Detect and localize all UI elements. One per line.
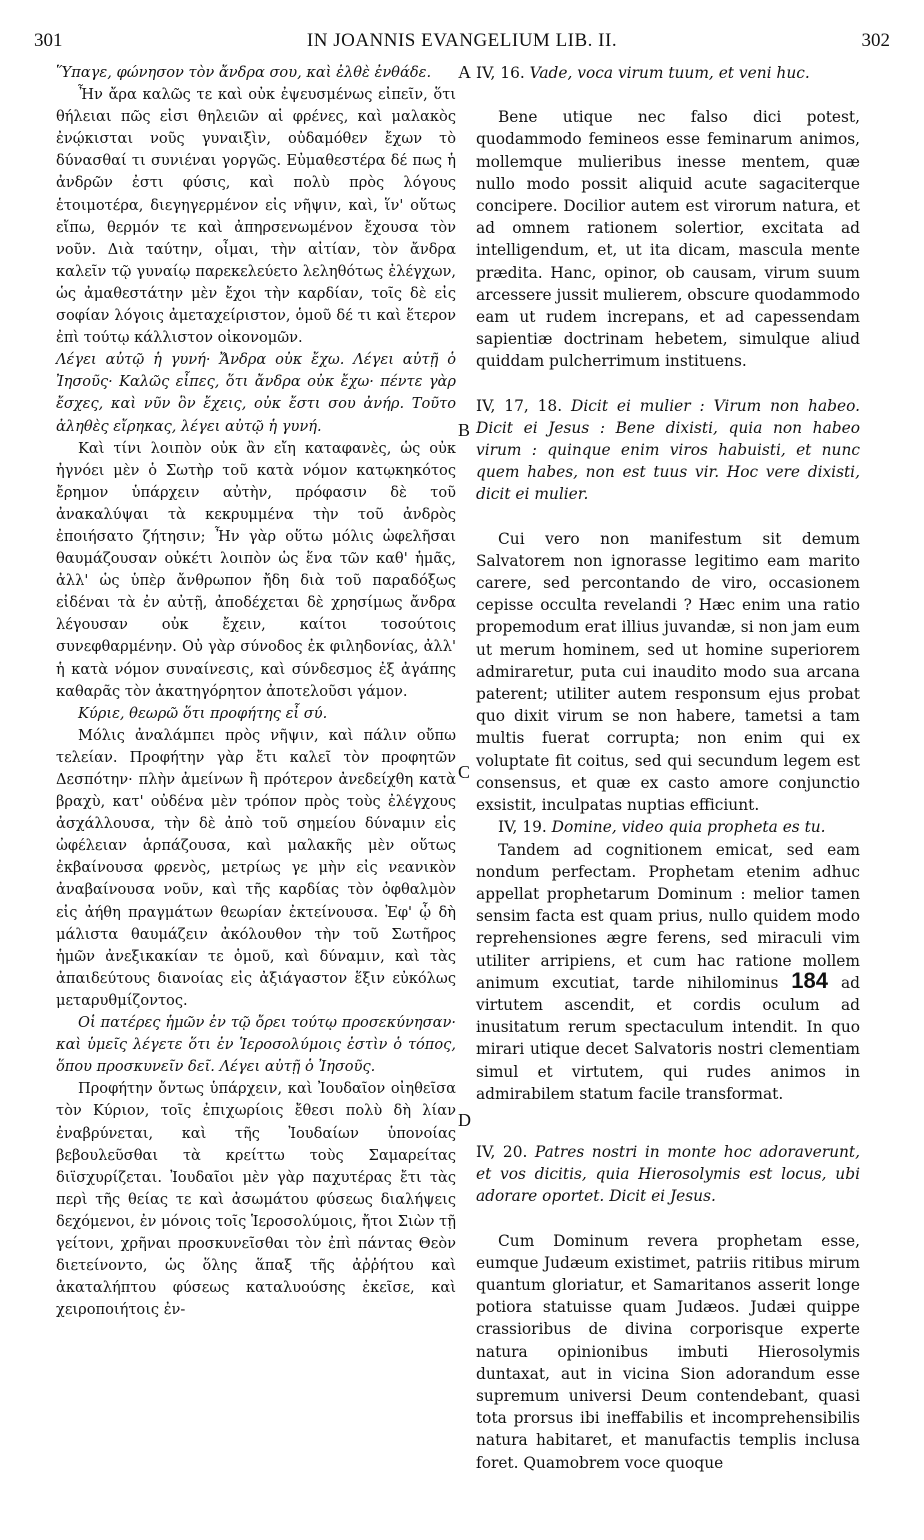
greek-lemma-iv-17-18: Λέγει αὐτῷ ἡ γυνή· Ἄνδρα οὐκ ἔχω. Λέγει αὐτῇ ὁ Ἰησοῦς· Καλῶς εἶπες, ὅτι ἄνδρα οὐκ ἔχω· πέντε γὰρ ἔσχες, καὶ νῦν ὃν ἔχεις, οὐκ ἔστι σου ἀνήρ. Τοῦτο ἀληθὲς εἴρηκας, λέγει αὐτῷ ἡ γυνή. bbox=[56, 351, 456, 435]
latin-commentary-3-part-a: Tandem ad cognitionem emicat, sed eam nondum perfectam. Prophetam etenim adhuc appellat prophetarum Dominum : melior tamen sensim facta est quam prius, nullo quidem modo reprehensiones ægre ferens, sed miraculi vim utiliter arripiens, et cum hac ratione mollem animum excutiat, tarde nihilominus bbox=[476, 840, 860, 992]
latin-verse-ref-19: IV, 19. bbox=[498, 818, 547, 837]
latin-lemma-iv-16 bbox=[476, 62, 860, 84]
greek-commentary-1: Ἦν ἄρα καλῶς τε καὶ οὐκ ἐψευσμένως εἰπεῖν, ὅτι θήλειαι πῶς εἰσι θηλειῶν αἱ φρένες, καὶ μαλακὸς ἐνῴκισται νοῦς γυναιξὶν, οὐδαμόθεν ἔχων τὸ δύνασθαί τι συνιέναι γοργῶς. Εὐμαθεστέρα δέ πως ἡ ἀνδρῶν ἐστι φύσις, καὶ πολὺ πρὸς λόγους ἑτοιμοτέρα, διεγηγερμένον εἰς νῆψιν, καὶ, ἵν' οὕτως εἴπω, θερμόν τε καὶ ἀπηρσενωμένον ἔχουσα τὸν νοῦν. Διὰ ταύτην, οἶμαι, τὴν αἰτίαν, τὸν ἄνδρα καλεῖν τῷ γυναίῳ παρεκελεύετο λεληθότως ἐλέγχων, ὡς ἀμαθεστάτην μὲν ἔχοι τὴν καρδίαν, τοῖς δὲ εἰς σοφίαν λόγοις ἀμεταχείριστον, ὁμοῦ δέ τι καὶ ἕτερον ἐπὶ τούτῳ κάλλιστον οἰκονομῶν. bbox=[56, 86, 456, 347]
greek-commentary-4: Προφήτην ὄντως ὑπάρχειν, καὶ Ἰουδαῖον οἰηθεῖσα τὸν Κύριον, τοῖς ἐπιχωρίοις ἔθεσι πολὺ δὴ λίαν ἐναβρύνεται, καὶ τῆς Ἰουδαίων ὑπονοίας βεβουλεῦσθαι τὰ κρείττω τοὺς Σαμαρείτας διϊσχυρίζεται. Ἰουδαῖοι μὲν γὰρ παχυτέρας ἔτι τὰς περὶ τῆς θείας τε καὶ ἀσωμάτου φύσεως διαλήψεις δεχόμενοι, ἐν μόνοις τοῖς Ἱεροσολύμοις, ἤτοι Σιὼν τῇ γείτονι, χρῆναι προσκυνεῖσθαι τὸν ἐπὶ πάντας Θεὸν διετείνοντο, ὡς ὅλης ἅπαξ τῆς ἀῤῥήτου καὶ ἀκαταλήπτου φύσεως καταλυούσης ἐκεῖσε, καὶ χειροποιήτοις ἐν- bbox=[56, 1080, 456, 1319]
margin-letter-d: D bbox=[458, 1110, 471, 1130]
spacer bbox=[476, 373, 860, 395]
margin-letter-c: C bbox=[458, 762, 471, 782]
latin-commentary-2: Cui vero non manifestum sit demum Salvatorem non ignorasse legitimo eam marito carere, sed percontando de viro, occasionem cepisse occulta revelandi ? Hæc enim una ratio propemodum erat illius juvandæ, si non jam eum ut merum hominem, sed ut homine superiorem admiraretur, puta cui inaudito modo sua arcana paterent; utiliter autem responsum ejus probat quo dixit virum se non habere, tametsi a tam multis fuerat corrupta; non enim qui ex voluptate fit coitus, sed qui secundum legem est consensus, et quæ ex casto amore conjunctio exsistit, inculpatas nuptias efficiunt. bbox=[476, 529, 860, 815]
latin-lemma-iv-20 bbox=[476, 1141, 860, 1208]
left-page-number: 301 bbox=[34, 30, 63, 51]
spacer bbox=[476, 506, 860, 528]
running-title: IN JOANNIS EVANGELIUM LIB. II. bbox=[306, 30, 618, 51]
latin-verse-ref-17: IV, 17, 18. bbox=[476, 396, 563, 415]
latin-verse-text-16: Vade, voca virum tuum, et veni huc. bbox=[529, 64, 810, 82]
spacer bbox=[476, 1105, 860, 1141]
greek-commentary-2: Καὶ τίνι λοιπὸν οὐκ ἂν εἴη καταφανὲς, ὡς οὐκ ἠγνόει μὲν ὁ Σωτὴρ τοῦ κατὰ νόμον κατῳκηκότος ἔρημον ὑπάρχειν αὐτὴν, πρόφασιν δὲ τοῦ ἀνακαλύψαι τὰ κεκρυμμένα τὴν τοῦ ἀνδρὸς ἐποιήσατο ζήτησιν; Ἦν γὰρ οὕτω μόλις ὠφελῆσαι θαυμάζουσαν οὐκέτι λοιπὸν ὡς ἕνα τῶν καθ' ἡμᾶς, ἀλλ' ὡς ὑπὲρ ἄνθρωπον ἤδη διὰ τοῦ παραδόξως εἰδέναι τὰ ἐν αὐτῇ, ἀποδέχεται δὲ χρησίμως ἄνδρα λέγουσαν οὐκ ἔχειν, καίτοι τοσούτοις συνεφθαρμένην. Οὐ γὰρ σύνοδος ἐκ φιληδονίας, ἀλλ' ἡ κατὰ νόμον συναίνεσις, καὶ σύνδεσμος ἐξ ἀγάπης καθαρᾶς τὸν ἀκατηγόρητον ἀποτελοῦσι γάμον. bbox=[56, 439, 456, 700]
greek-lemma-iv-16: Ὕπαγε, φώνησον τὸν ἄνδρα σου, καὶ ἐλθὲ ἐνθάδε. bbox=[56, 64, 432, 81]
latin-commentary-4: Cum Dominum revera prophetam esse, eumque Judæum existimet, patriis ritibus mirum quantum gloriatur, et Samaritanos asserit longe potiora statuisse quam Judæos. Judæi quippe crassioribus de divina corporisque experte natura opinionibus imbuti Hierosolymis duntaxat, aut in vicina Sion adorandum esse supremum universi Deum contendebant, quasi tota prorsus ibi ineffabilis et incomprehensibilis natura habitaret, et manufactis templis inclusa foret. Quamobrem voce quoque bbox=[476, 1231, 860, 1472]
spacer bbox=[476, 84, 860, 106]
margin-letter-b: B bbox=[458, 420, 471, 440]
spacer bbox=[476, 1208, 860, 1230]
greek-column bbox=[56, 62, 456, 1321]
latin-commentary-3-part-b: ad virtutem ascendit, et cordis oculum ad inusitatum rerum spectaculum intendit. In quo mirari utique decet Salvatoris nostri clementiam simul et virtutem, qui rudes animos in admirabilem statum facile transformat. bbox=[476, 973, 860, 1103]
latin-column bbox=[476, 62, 860, 1474]
latin-verse-ref-20: IV, 20. bbox=[476, 1142, 528, 1161]
latin-verse-text-17: Dicit ei mulier : Virum non habeo. Dicit ei Jesus : Bene dixisti, quia non habeo virum : quinque enim viros habuisti, et nunc quem habes, non est tuus vir. Hoc vere dixisti, dicit ei mulier. bbox=[476, 396, 860, 504]
latin-commentary-1: Bene utique nec falso dici potest, quodammodo femineos esse feminarum animos, mollemque mulieribus inesse mentem, quæ nullo modo possit aliquid acute sagaciterque concipere. Docilior autem est virorum natura, et ad omnem rationem solertior, excitata ad intelligendum, et, ut ita dicam, mascula mente prædita. Hanc, opinor, ob causam, virum suum arcessere jussit mulierem, obscure quodammodo eam ut rudem increpans, et ad capessendam sapientiæ doctrinam hebetem, simulque aliud quiddam pulcherrimum instituens. bbox=[476, 108, 860, 371]
page-header bbox=[34, 30, 890, 54]
latin-lemma-iv-17-18 bbox=[476, 395, 860, 506]
column-number: 184 bbox=[791, 967, 829, 993]
latin-verse-text-19: Domine, video quia propheta es tu. bbox=[551, 818, 826, 837]
latin-verse-text-20: Patres nostri in monte hoc adoraverunt, et vos dicitis, quia Hierosolymis est locus, ubi adorare oportet. Dicit ei Jesus. bbox=[476, 1142, 860, 1206]
greek-lemma-iv-19: Κύριε, θεωρῶ ὅτι προφήτης εἶ σύ. bbox=[78, 704, 328, 722]
margin-letter-a: A bbox=[458, 62, 471, 82]
greek-commentary-3: Μόλις ἀναλάμπει πρὸς νῆψιν, καὶ πάλιν οὔπω τελείαν. Προφήτην γὰρ ἔτι καλεῖ τὸν προφητῶν Δεσπότην· πλὴν ἀμείνων ἢ πρότερον ἀνεδείχθη κατὰ βραχὺ, κατ' οὐδένα μὲν τρόπον πρὸς τοὺς ἐλέγχους ἀσχάλλουσα, τὴν δὲ ἀπὸ τοῦ σημείου δύναμιν εἰς ὠφέλειαν ἁρπάζουσα, καὶ μαλακῆς μὲν οὕτως ἐκβαίνουσα φρενὸς, μετρίως γε μὴν εἰς νεανικὸν ἀναβαίνουσα νοῦν, καὶ τῆς καρδίας τὸν ὀφθαλμὸν εἰς ἀήθη πραγμάτων θεωρίαν ἐκτείνουσα. Ἐφ' ᾧ δὴ μάλιστα θαυμάζειν ἀκόλουθον τὴν τοῦ Σωτῆρος ἡμῶν ἀνεξικακίαν τε ὁμοῦ, καὶ δύναμιν, καὶ τὰς ἀπαιδεύτους διανοίας εἰς ἀξιάγαστον ἕξιν εὐκόλως μεταρυθμίζοντος. bbox=[56, 726, 456, 1009]
latin-verse-ref-16: IV, 16. bbox=[476, 64, 525, 82]
right-page-number: 302 bbox=[861, 30, 890, 51]
latin-lemma-iv-19 bbox=[476, 816, 860, 838]
latin-commentary-3 bbox=[476, 839, 860, 1105]
greek-lemma-iv-20: Οἱ πατέρες ἡμῶν ἐν τῷ ὄρει τούτῳ προσεκύνησαν· καὶ ὑμεῖς λέγετε ὅτι ἐν Ἱεροσολύμοις ἐστὶν ὁ τόπος, ὅπου προσκυνεῖν δεῖ. Λέγει αὐτῇ ὁ Ἰησοῦς. bbox=[56, 1014, 456, 1076]
